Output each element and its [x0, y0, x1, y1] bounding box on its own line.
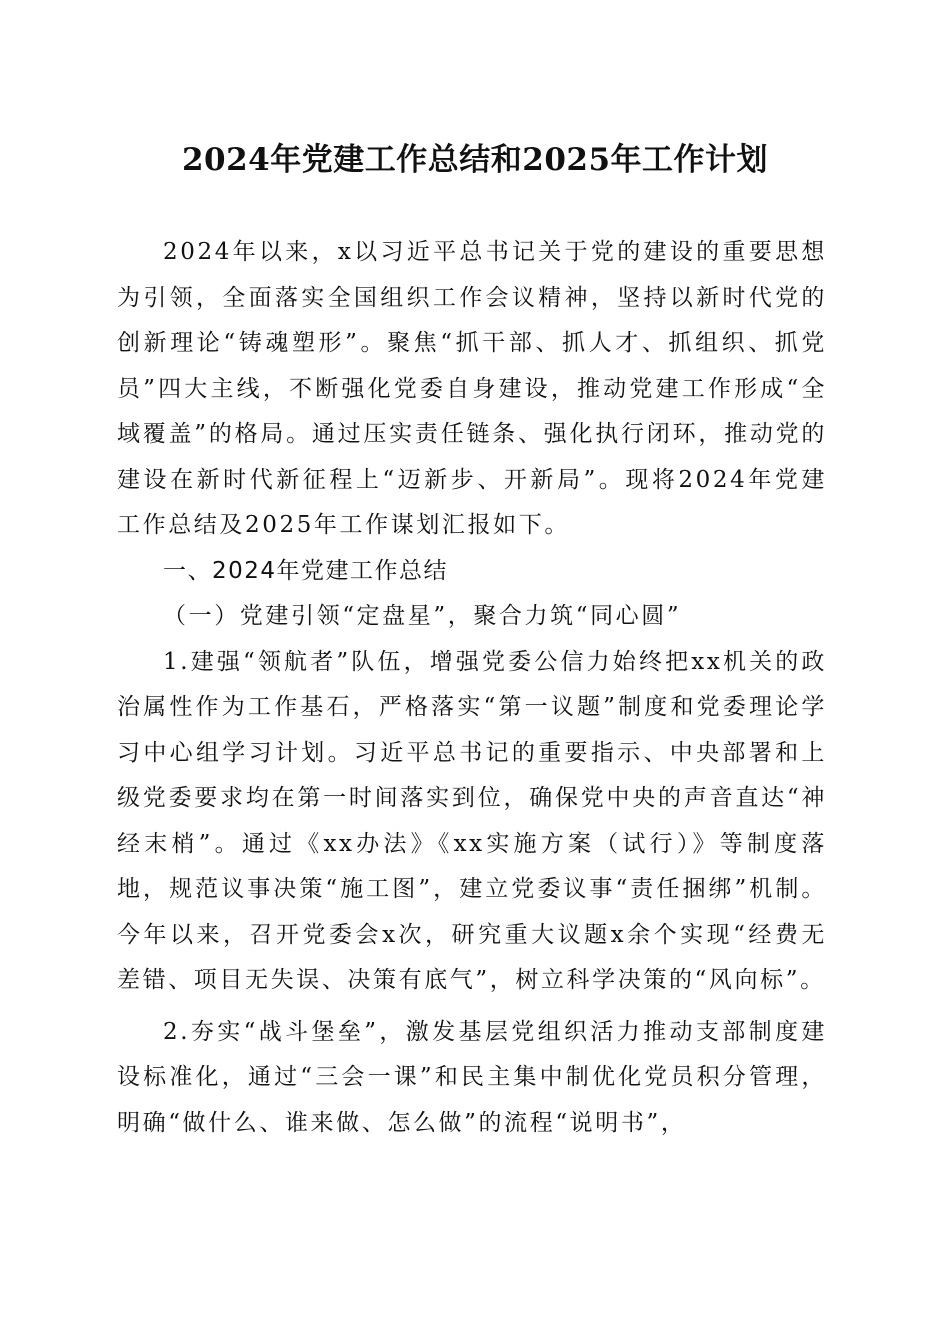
item-paragraph-2: 2.夯实“战斗堡垒”，激发基层党组织活力推动支部制度建设标准化，通过“三会一课”和民主集中制优化党员积分管理，明确“做什么、谁来做、怎么做”的流程“说明书”， [117, 1018, 827, 1136]
section-heading: 一、2024年党建工作总结 [163, 557, 449, 584]
subsection-heading: （一）党建引领“定盘星”，聚合力筑“同心圆” [163, 603, 682, 629]
item-paragraph-1: 1.建强“领航者”队伍，增强党委公信力始终把xx机关的政治属性作为工作基石，严格落实“第一议题”制度和党委理论学习中心组学习计划。习近平总书记的重要指示、中央部署和上级党委要求均在第一时间落实到位，确保党中央的声音直达“神经末梢”。通过《xx办法》《xx实施方案（试行）》等制度落地，规范议事决策“施工图”，建立党委议事“责任捆绑”机制。今年以来，召开党委会x次，研究重大议题x余个实现“经费无差错、项目无失误、决策有底气”，树立科学决策的“风向标”。 [117, 648, 827, 993]
document-body [117, 230, 827, 1146]
intro-paragraph: 2024年以来，x以习近平总书记关于党的建设的重要思想为引领，全面落实全国组织工作会议精神，坚持以新时代党的创新理论“铸魂塑形”。聚焦“抓干部、抓人才、抓组织、抓党员”四大主线，不断强化党委自身建设，推动党建工作形成“全域覆盖”的格局。通过压实责任链条、强化执行闭环，推动党的建设在新时代新征程上“迈新步、开新局”。现将2024年党建工作总结及2025年工作谋划汇报如下。 [117, 239, 827, 538]
document-title: 2024年党建工作总结和2025年工作计划 [181, 142, 769, 178]
